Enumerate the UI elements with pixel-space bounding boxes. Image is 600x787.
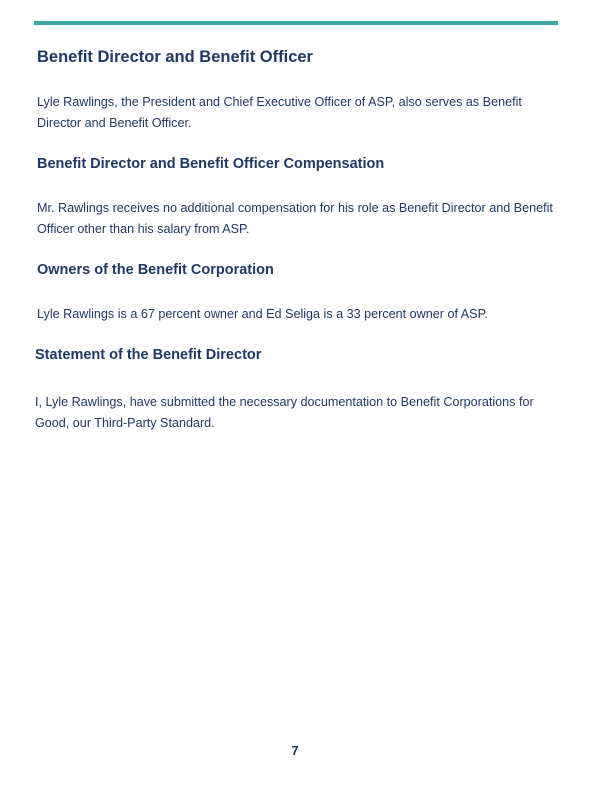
- section-heading-compensation: Benefit Director and Benefit Officer Compensation: [37, 156, 385, 172]
- section-heading-statement: Statement of the Benefit Director: [35, 347, 262, 363]
- section-heading-owners: Owners of the Benefit Corporation: [37, 262, 274, 278]
- top-accent-rule: [34, 21, 558, 25]
- section-body-compensation: Mr. Rawlings receives no additional compensation for his role as Benefit Director and Benefit Officer other than his salary from ASP.: [37, 201, 553, 236]
- page-number: 7: [291, 743, 299, 758]
- section-heading-benefit-director: Benefit Director and Benefit Officer: [37, 48, 313, 66]
- section-body-statement: I, Lyle Rawlings, have submitted the necessary documentation to Benefit Corporations for Good, our Third-Party Standard.: [35, 395, 534, 430]
- section-body-owners: Lyle Rawlings is a 67 percent owner and Ed Seliga is a 33 percent owner of ASP.: [37, 307, 488, 321]
- section-body-benefit-director: Lyle Rawlings, the President and Chief Executive Officer of ASP, also serves as Benefit Director and Benefit Officer.: [37, 95, 522, 130]
